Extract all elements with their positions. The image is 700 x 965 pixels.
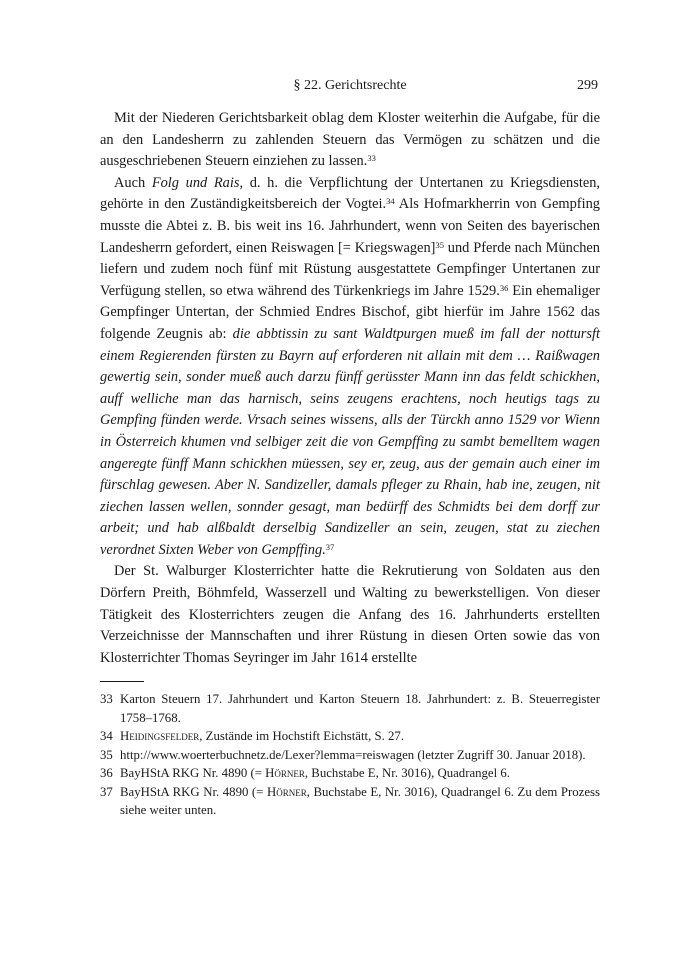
paragraph-2-text-a: Auch xyxy=(114,174,152,191)
paragraph-2-text-d: und Pferde nach München liefern und zudem noch fünf mit Rüstung ausgestattete Gempfinger Untertanen zur Verfügung stellen, so etwa während des Türkenkriegs im Jahre 1529. xyxy=(100,239,600,299)
citation-text: BayHStA RKG Nr. 4890 (= xyxy=(120,784,267,799)
footnote-number: 36 xyxy=(100,766,113,780)
footnote-text xyxy=(120,764,600,783)
footnote-ref-33[interactable]: 33 xyxy=(367,153,376,164)
running-head xyxy=(100,78,600,104)
paragraph-3-text: Der St. Walburger Klosterrichter hatte die Rekrutierung von Soldaten aus den Dörfern Preith, Böhmfeld, Wasserzell und Walting zu bewerkstelligen. Von dieser Tätigkeit des Klosterrichters zeugen die Anfang des 16. Jahrhunderts erstellten Verzeichnisse der Mannschaften und ihrer Rüstung in diesen Orten sowie das von Klosterrichter Thomas Seyringer im Jahr 1614 erstellte xyxy=(100,563,600,666)
citation-text: , Buchstabe E, Nr. 3016), Quadrangel 6. Zu dem Prozess siehe weiter unten. xyxy=(120,784,600,817)
footnote-text xyxy=(120,727,600,746)
author-name: Hörner xyxy=(265,766,305,780)
paragraph-2-text-e: Ein ehemaliger Gempfinger Untertan, der Schmied Endres Bischof, gibt hierfür im Jahre 1562 das folgende Zeugnis ab: xyxy=(100,282,600,342)
paragraph-2 xyxy=(100,173,600,562)
section-title: § 22. Gerichtsrechte xyxy=(293,78,407,93)
footnote-number: 33 xyxy=(100,692,113,706)
footnote-number: 35 xyxy=(100,747,113,762)
citation-text: BayHStA RKG Nr. 4890 (= xyxy=(120,766,266,780)
quotation: die abbtissin zu sant Waldtpurgen mueß im fall der nottursft einem Regierenden fürsten zu Bayrn auf erforderen nit allain mit dem … Raißwagen gewertig sein, sonder mueß auch darzu fünff gerüsster Mann inn das feldt schickhen, auff welliche man das harnisch, seins zeugens erachtens, noch heutigs tags zu Gempfing fünden werde. Vrsach seines wissens, alls der Türckh anno 1529 vor Wienn in Österreich khumen vnd selbiger zeit die von Gempffing zu sambt bemelltem wagen angeregte fünff Mann schickhen müessen, sey er, zeug, aus der gemain auch einer im fürschlag gewesen. Aber N. Sandizeller, damals pfleger zu Rhain, hab ine, zeugen, nit ziechen lassen wellen, sonnder gesagt, man bedürff des Schmidts bei dem dorff zur arbeit; und hab alßbaldt derselbig Sandizeller an sein, zeugen, stat zu ziechen verordnet Sixten Weber von Gempffing. xyxy=(100,325,600,558)
footnotes xyxy=(100,690,600,820)
footnote-ref-37[interactable]: 37 xyxy=(325,541,335,552)
footnote-36 xyxy=(100,764,600,783)
paragraph-1-text: Mit der Niederen Gerichtsbarkeit oblag dem Kloster weiterhin die Aufgabe, für die an den Landesherrn zu zahlenden Steuern das Vermögen zu schätzen und die ausgeschriebenen Steuern einziehen zu lassen. xyxy=(100,110,600,170)
footnote-ref-36[interactable]: 36 xyxy=(499,282,509,293)
paragraph-1 xyxy=(100,108,600,173)
citation-text: , Buchstabe E, Nr. 3016), Quadrangel 6. xyxy=(304,766,510,780)
main-text xyxy=(100,108,600,669)
footnote-number: 34 xyxy=(100,729,113,743)
page-number: 299 xyxy=(577,78,598,93)
footnote-37 xyxy=(100,783,600,820)
footnote-text: http://www.woerterbuchnetz.de/Lexer?lemma=reiswagen (letzter Zugriff 30. Januar 2018). xyxy=(120,747,586,762)
footnote-text xyxy=(120,783,600,820)
citation-text: , Zustände im Hochstift Eichstätt, S. 27. xyxy=(199,729,404,743)
term-folg-und-rais: Folg und Rais xyxy=(151,174,240,191)
footnote-text: Karton Steuern 17. Jahrhundert und Karton Steuern 18. Jahrhundert: z. B. Steuerregister 1758–1768. xyxy=(120,692,600,725)
author-name: Hörner xyxy=(266,784,307,799)
paragraph-2-text-c: Als Hofmarkherrin von Gempfing musste die Abtei z. B. bis weit ins 16. Jahrhundert, wenn von Seiten des bayerischen Landesherrn gefordert, einen Reiswagen [= Kriegswagen] xyxy=(100,196,600,256)
paragraph-2-text-b: , d. h. die Verpflichtung der Untertanen zu Kriegsdiensten, gehörte in den Zuständigkeitsbereich der Vogtei. xyxy=(100,174,601,213)
footnote-ref-34[interactable]: 34 xyxy=(386,196,395,207)
paragraph-3 xyxy=(100,561,600,669)
footnote-rule xyxy=(100,681,144,682)
author-name: Heidingsfelder xyxy=(120,729,200,743)
footnote-number: 37 xyxy=(100,784,113,799)
footnote-35 xyxy=(100,746,600,765)
footnote-34 xyxy=(100,727,600,746)
page xyxy=(100,78,601,817)
footnote-ref-35[interactable]: 35 xyxy=(435,239,444,250)
footnote-33 xyxy=(100,690,600,727)
